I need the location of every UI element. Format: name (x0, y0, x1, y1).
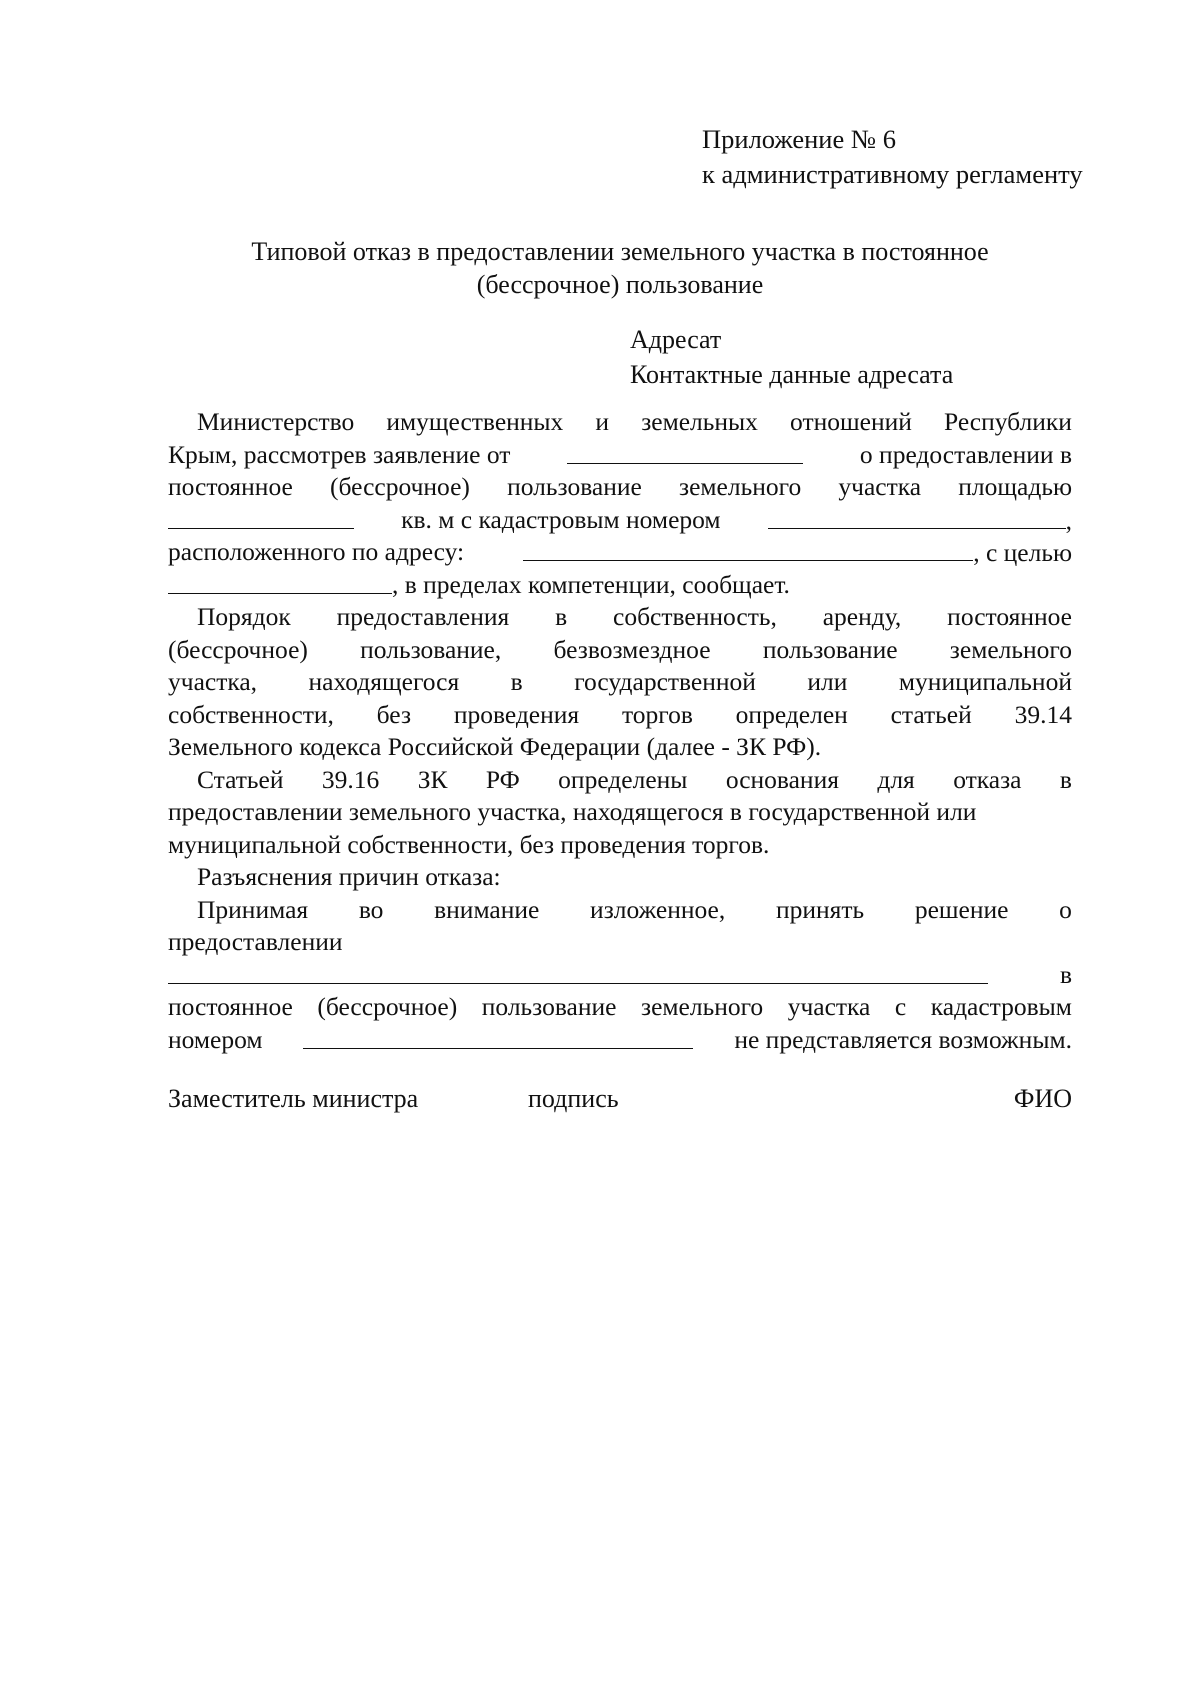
body-word: принять (775, 894, 865, 924)
body-word: постоянное (168, 472, 293, 501)
body-word: изложенное, (590, 894, 726, 924)
body-word: решение (914, 894, 1009, 924)
document-title-line-1: Типовой отказ в предоставлении земельного участка в постоянное (251, 237, 989, 266)
body-line (168, 536, 1072, 569)
body-line (168, 764, 1072, 797)
body-word: муниципальной (898, 667, 1072, 696)
body-word: (бессрочное) (330, 472, 470, 501)
body-text: , с целью (973, 538, 1072, 567)
body-word: имущественных (386, 407, 564, 436)
signature-placeholder: подпись (528, 1084, 619, 1113)
body-word: без (376, 699, 412, 729)
body-word: определен (735, 699, 848, 729)
body-text: предоставлении (168, 927, 343, 956)
body-word: или (807, 667, 848, 696)
body-line (168, 861, 1072, 894)
address-blank (523, 536, 973, 561)
body-word: постоянное (947, 602, 1072, 631)
body-word: во (358, 894, 384, 924)
body-word: с (894, 992, 907, 1021)
signature-block (168, 1083, 1072, 1116)
body-word: постоянное (168, 992, 293, 1021)
body-word: государственной (574, 667, 756, 696)
attachment-number: Приложение № 6 (702, 124, 897, 154)
body-text: в (1059, 959, 1072, 989)
body-word: отказа (953, 764, 1022, 794)
body-word: участка, (168, 667, 258, 696)
signer-name: ФИО (1013, 1084, 1072, 1113)
body-line (168, 829, 1072, 862)
cadastral-number-blank (768, 504, 1066, 529)
body-word: пользование (762, 634, 898, 664)
body-line (168, 796, 1072, 829)
body-text: , (1065, 505, 1072, 535)
body-word: участка (838, 472, 922, 501)
application-date-blank (567, 439, 803, 464)
body-word: собственность, (613, 602, 777, 631)
body-word: (бессрочное) (317, 992, 458, 1021)
body-line (168, 731, 1072, 764)
body-line (168, 439, 1072, 472)
body-text: , в пределах компетенции, сообщает. (392, 569, 790, 599)
body-word: 39.14 (1014, 699, 1072, 729)
body-word: 39.16 (321, 764, 380, 794)
body-line (168, 894, 1072, 927)
body-word: земельного (949, 634, 1072, 664)
body-word: определены (558, 764, 688, 794)
letter-body (168, 406, 1072, 1056)
addressee-block (630, 322, 953, 392)
body-line (168, 634, 1072, 667)
body-word: собственности, (168, 699, 334, 729)
body-word: пользование (507, 472, 642, 501)
body-word: Статьей (197, 764, 284, 794)
refusal-cadastral-blank (303, 1024, 693, 1049)
document-title-line-2: (бессрочное) пользование (476, 270, 764, 299)
body-word: о (1059, 894, 1072, 924)
decision-blank (168, 959, 988, 984)
body-line (168, 504, 1072, 537)
body-word: в (510, 667, 523, 696)
body-line (168, 569, 1072, 602)
attachment-reference: к административному регламенту (702, 159, 1083, 189)
body-word: проведения (453, 699, 580, 729)
body-word: земельных (641, 407, 758, 436)
body-line (168, 471, 1072, 504)
body-word: торгов (621, 699, 693, 729)
body-text: не представляется возможным. (734, 1024, 1072, 1054)
purpose-blank (168, 569, 392, 594)
body-line (168, 666, 1072, 699)
addressee-contacts: Контактные данные адресата (630, 360, 954, 389)
body-word: отношений (790, 407, 912, 436)
body-word: для (877, 764, 915, 794)
body-word: РФ (485, 764, 520, 794)
body-text: кв. м с кадастровым номером (401, 504, 721, 534)
body-word: ЗК (417, 764, 448, 794)
body-word: Республики (944, 407, 1072, 436)
signer-role: Заместитель министра (168, 1084, 419, 1113)
body-line (168, 406, 1072, 439)
body-text: номером (168, 1024, 263, 1054)
body-word: кадастровым (930, 992, 1072, 1021)
document-title (150, 235, 1090, 301)
body-word: Принимая (197, 894, 309, 924)
body-text: Разъяснения причин отказа: (197, 862, 501, 891)
body-text: Земельного кодекса Российской Федерации (далее - ЗК РФ). (168, 732, 822, 761)
body-word: аренду, (822, 602, 902, 631)
body-word: пользование (481, 992, 617, 1021)
body-word: земельного (679, 472, 802, 501)
body-line (168, 991, 1072, 1024)
area-blank (168, 504, 354, 529)
body-word: находящегося (308, 667, 460, 696)
body-line (168, 1024, 1072, 1057)
body-word: в (1059, 764, 1072, 794)
body-word: статьей (890, 699, 972, 729)
body-word: Порядок (197, 602, 291, 631)
body-word: (бессрочное) (168, 634, 308, 664)
body-text: предоставлении земельного участка, находящегося в государственной или (168, 797, 977, 826)
body-text: муниципальной собственности, без проведения торгов. (168, 829, 770, 859)
body-word: внимание (434, 894, 540, 924)
body-word: площадью (958, 472, 1072, 501)
body-word: предоставления (336, 602, 510, 631)
body-word: Министерство (197, 407, 355, 436)
body-word: основания (725, 764, 839, 794)
body-word: и (595, 407, 610, 436)
body-line (168, 926, 1072, 959)
body-word: безвозмездное (553, 634, 711, 664)
body-word: земельного (641, 992, 764, 1021)
body-line (168, 601, 1072, 634)
body-text: Крым, рассмотрев заявление от (168, 439, 511, 469)
body-word: пользование, (360, 634, 502, 664)
body-text: о предоставлении в (859, 439, 1072, 469)
body-word: в (555, 602, 568, 631)
attachment-header (702, 122, 1142, 192)
body-text: расположенного по адресу: (168, 537, 465, 566)
body-word: участка (787, 992, 871, 1021)
body-line (168, 699, 1072, 732)
body-line (168, 959, 1072, 992)
addressee-name: Адресат (630, 325, 722, 354)
